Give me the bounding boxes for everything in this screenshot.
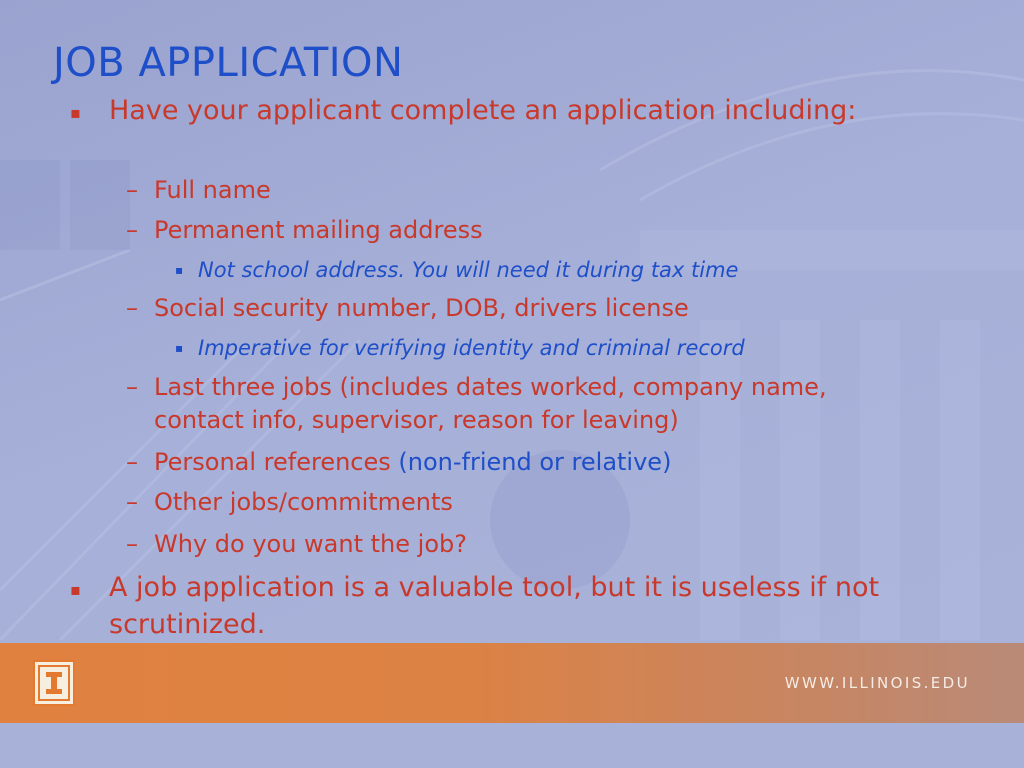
sub-bullet-text: Full name xyxy=(154,176,271,204)
sub-bullet-text: Other jobs/commitments xyxy=(154,488,453,516)
sub-bullet-text: Last three jobs (includes dates worked, company name, contact info, supervisor, reason for leaving) xyxy=(154,373,827,434)
sub-bullet-text: Why do you want the job? xyxy=(154,530,467,558)
sub-bullet-text: Social security number, DOB, drivers license xyxy=(154,294,689,322)
sub-bullet-item xyxy=(126,371,866,437)
dash-bullet-icon: – xyxy=(126,373,138,401)
dash-bullet-icon: – xyxy=(126,294,138,322)
dash-bullet-icon: – xyxy=(126,530,138,558)
sub-bullet-text-wrapper xyxy=(154,446,906,479)
note-bullet-item xyxy=(175,334,915,362)
note-bullet-item xyxy=(175,256,915,284)
sub-bullet-item xyxy=(126,174,906,207)
sub-bullet-suffix: (non-friend or relative) xyxy=(398,448,672,476)
note-text: Imperative for verifying identity and criminal record xyxy=(198,336,745,360)
sub-bullet-item xyxy=(126,214,906,247)
footer-bar xyxy=(0,643,1024,723)
dash-bullet-icon: – xyxy=(126,448,138,476)
note-text: Not school address. You will need it during tax time xyxy=(198,258,739,282)
sub-bullet-item xyxy=(126,486,906,519)
sub-bullet-text: Personal references xyxy=(154,448,391,476)
bottom-band xyxy=(0,723,1024,768)
bullet-item xyxy=(70,92,920,129)
bullet-text: Have your applicant complete an application including: xyxy=(109,95,857,126)
website-url[interactable]: WWW.ILLINOIS.EDU xyxy=(784,674,970,692)
square-bullet-icon: ▪ xyxy=(175,341,184,355)
bullet-text: A job application is a valuable tool, but it is useless if not scrutinized. xyxy=(109,572,880,640)
square-bullet-icon: ▪ xyxy=(70,103,81,122)
dash-bullet-icon: – xyxy=(126,176,138,204)
dash-bullet-icon: – xyxy=(126,488,138,516)
sub-bullet-item xyxy=(126,528,906,561)
square-bullet-icon: ▪ xyxy=(175,263,184,277)
sub-bullet-text: Permanent mailing address xyxy=(154,216,483,244)
slide-title: JOB APPLICATION xyxy=(53,40,404,86)
sub-bullet-item xyxy=(126,446,906,479)
square-bullet-icon: ▪ xyxy=(70,580,81,599)
illinois-block-i-icon[interactable] xyxy=(33,660,75,706)
dash-bullet-icon: – xyxy=(126,216,138,244)
bullet-item xyxy=(70,569,920,643)
sub-bullet-item xyxy=(126,292,906,325)
